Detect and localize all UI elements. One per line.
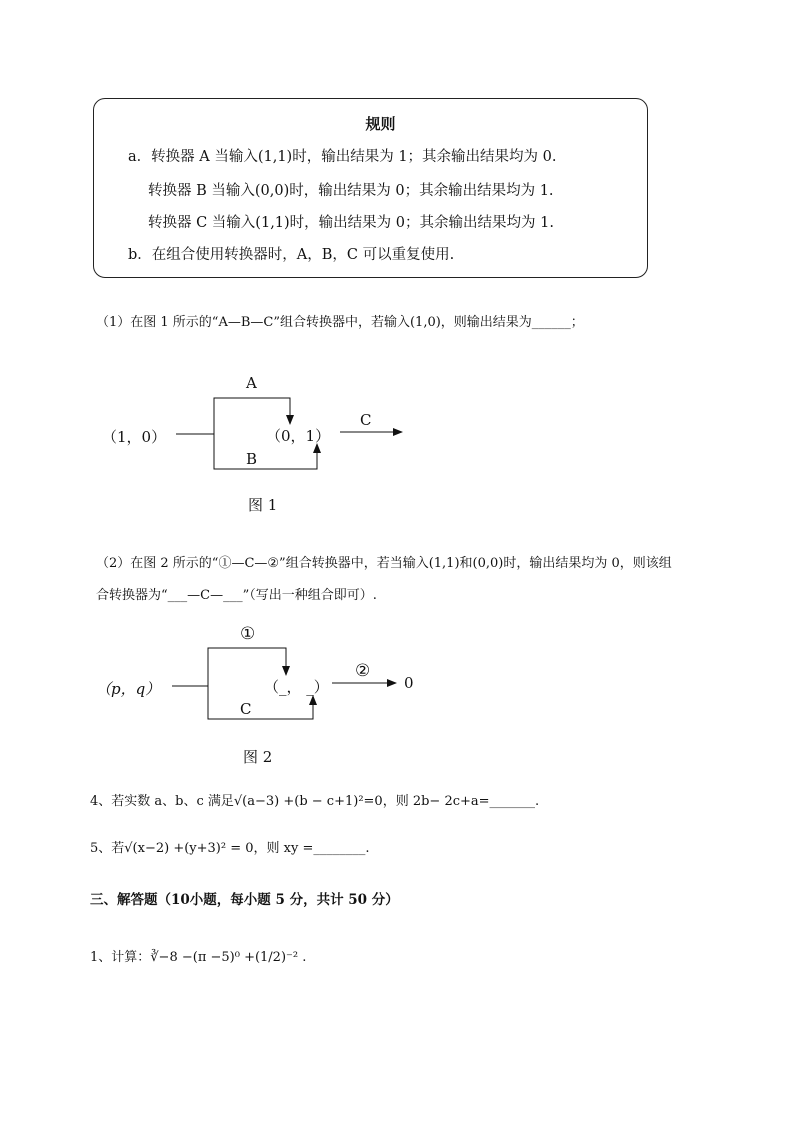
rules-title: 规则 [365,115,396,133]
figure-2-label-1: ① [240,624,256,644]
figure-2-output: 0 [404,674,414,692]
problem-1-text: 1、计算：∛−8 −(π −5)⁰ +(1/2)⁻² . [90,950,307,965]
rule-line-b: 转换器 B 当输入(0,0)时，输出结果为 0；其余输出结果均为 1. [148,183,554,199]
figure-1-label-a: A [246,374,257,392]
question-5-text: 5、若√(x−2) +(y+3)² = 0，则 xy =________. [90,841,370,856]
figure-1-label-b: B [246,450,258,468]
rule-line-a: a．转换器 A 当输入(1,1)时，输出结果为 1；其余输出结果均为 0. [128,149,557,165]
figure-2-input: （p，q） [96,680,161,698]
figure-1-label-c: C [360,411,372,429]
figure-1-input: （1，0） [102,428,167,446]
figure-2-label-2: ② [355,661,371,681]
question-2-line-2: 合转换器为“___—C—___”（写出一种组合即可）. [96,588,377,603]
section-3-title: 三、解答题（10小题，每小题 5 分，共计 50 分） [90,892,399,908]
question-1-text: （1）在图 1 所示的“A—B—C”组合转换器中，若输入(1,0)，则输出结果为______； [96,315,584,330]
rule-line-c: 转换器 C 当输入(1,1)时，输出结果为 0；其余输出结果均为 1. [148,215,554,231]
figure-2-caption: 图 2 [243,748,273,766]
question-2-line-1: （2）在图 2 所示的“①—C—②”组合转换器中，若当输入(1,1)和(0,0)时，输出结果均为 0，则该组 [96,556,672,571]
figure-2-middle: （_， _） [264,678,329,696]
figure-1-caption: 图 1 [248,496,278,514]
rule-line-d: b．在组合使用转换器时，A，B，C 可以重复使用. [128,247,455,263]
figure-2-label-c: C [240,700,252,718]
question-4-text: 4、若实数 a、b、c 满足√(a−3) +(b − c+1)²=0，则 2b− 2c+a=_______. [90,794,540,809]
figure-1-middle: （0，1） [266,427,331,445]
